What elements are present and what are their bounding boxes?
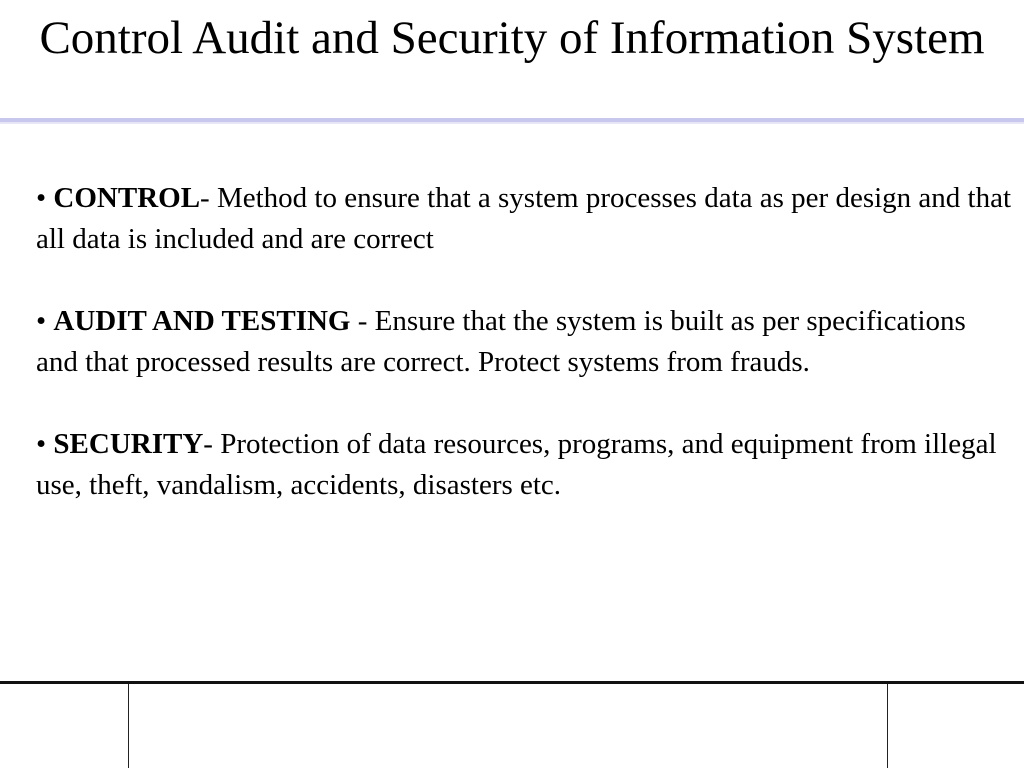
bullet-term-security: SECURITY: [53, 428, 204, 460]
footer-divider-left: [128, 684, 129, 768]
bullet-list: [36, 178, 1011, 547]
bullet-term-control: CONTROL: [53, 182, 201, 214]
slide-title: Control Audit and Security of Information System: [39, 12, 985, 64]
bullet-marker: •: [36, 305, 47, 337]
footer-divider-right: [887, 684, 888, 768]
bullet-control: [36, 178, 1011, 260]
footer-rule: [0, 681, 1024, 684]
bullet-marker: •: [36, 182, 47, 214]
bullet-audit-and-testing: [36, 301, 1011, 383]
bullet-term-audit-and-testing: AUDIT AND TESTING: [53, 305, 351, 337]
bullet-security: [36, 424, 1011, 506]
bullet-text-security: - Protection of data resources, programs, and equipment from illegal use, theft, vandalism, accidents, disasters etc.: [36, 428, 997, 501]
bullet-text-control: - Method to ensure that a system processes data as per design and that all data is included and are correct: [36, 182, 1012, 255]
bullet-text-audit-and-testing: - Ensure that the system is built as per specifications and that processed results are correct. Protect systems from frauds.: [36, 305, 966, 378]
title-divider-shadow: [0, 122, 1024, 124]
bullet-marker: •: [36, 428, 47, 460]
